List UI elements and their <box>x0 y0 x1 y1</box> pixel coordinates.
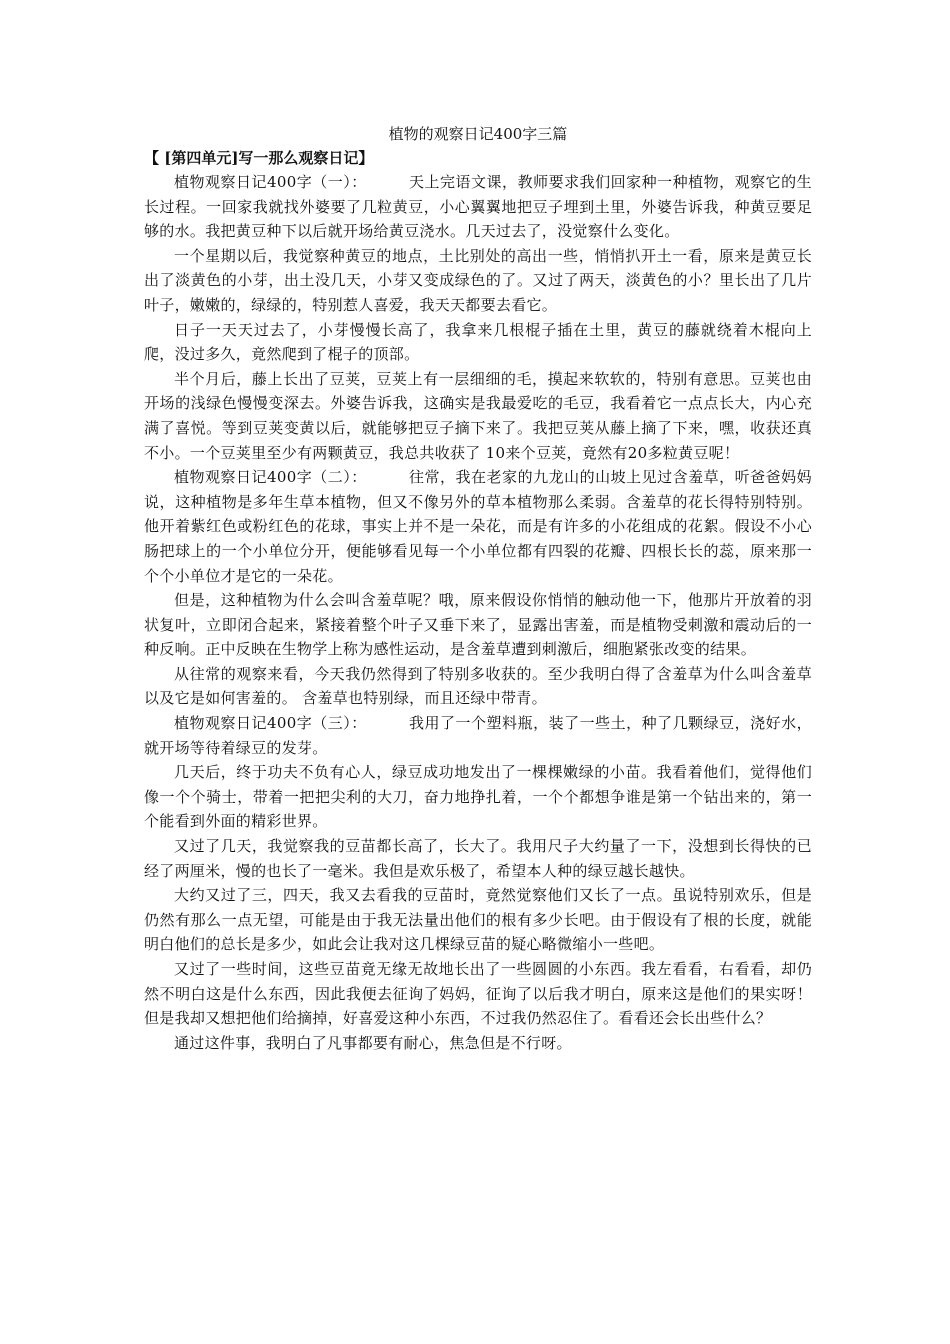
diary-lead-1: 植物观察日记400字（一）： <box>174 173 367 191</box>
paragraph-diary-3-intro <box>144 711 812 760</box>
paragraph <box>144 367 812 465</box>
paragraph <box>144 834 812 883</box>
paragraph <box>144 957 812 1031</box>
paragraph-text: 又过了几天，我觉察我的豆苗都长高了，长大了。我用尺子大约量了一下，没想到长得快的已经了两厘米，慢的也长了一毫米。我但是欢乐极了，希望本人种的绿豆越长越快。 <box>144 837 812 880</box>
document-title: 植物的观察日记400字三篇 <box>388 125 568 143</box>
paragraph <box>144 760 812 834</box>
paragraph-diary-1-intro <box>144 170 812 244</box>
paragraph-text: 天上完语文课，教师要求我们回家种一种植物，观察它的生长过程。一回家我就找外婆要了几粒黄豆，小心翼翼地把豆子埋到土里，外婆告诉我，种黄豆要足够的水。我把黄豆种下以后就开场给黄豆浇水。几天过去了，没觉察什么变化。 <box>144 173 812 241</box>
paragraph <box>144 883 812 957</box>
document-body <box>144 122 812 1055</box>
paragraph <box>144 662 812 711</box>
paragraph-text: 大约又过了三，四天，我又去看我的豆苗时，竟然觉察他们又长了一点。虽说特别欢乐，但是仍然有那么一点无望，可能是由于我无法量出他们的根有多少长吧。由于假设有了根的长度，就能明白他们的总长是多少，如此会让我对这几棵绿豆苗的疑心略微缩小一些吧。 <box>144 886 812 954</box>
paragraph-text: 往常，我在老家的九龙山的山坡上见过含羞草，听爸爸妈妈说，这种植物是多年生草本植物，但又不像另外的草本植物那么柔弱。含羞草的花长得特别特别。他开着紫红色或粉红色的花球，事实上并不是一朵花，而是有许多的小花组成的花絮。假设不小心肠把球上的一个小单位分开，便能够看见每一个小单位都有四裂的花瓣、四根长长的蕊，原来那一个个小单位才是它的一朵花。 <box>144 468 812 585</box>
unit-heading: 【 [第四单元]写一那么观察日记】 <box>144 149 374 167</box>
paragraph-text: 半个月后，藤上长出了豆荚，豆荚上有一层细细的毛，摸起来软软的，特别有意思。豆荚也由开场的浅绿色慢慢变深去。外婆告诉我，这确实是我最爱吃的毛豆，我看着它一点点长大，内心充满了喜悦。等到豆荚变黄以后，就能够把豆子摘下来了。我把豆荚从藤上摘了下来，嘿，收获还真不小。一个豆荚里至少有两颗黄豆，我总共收获了 10来个豆荚，竟然有20多粒黄豆呢！ <box>144 369 812 462</box>
paragraph-text: 几天后，终于功夫不负有心人，绿豆成功地发出了一棵棵嫩绿的小苗。我看着他们，觉得他们像一个个骑士，带着一把把尖利的大刀，奋力地挣扎着，一个个都想争谁是第一个钻出来的，第一个能看到外面的精彩世界。 <box>144 763 812 831</box>
diary-lead-2: 植物观察日记400字（二）： <box>174 468 367 487</box>
paragraph-diary-2-intro <box>144 465 812 588</box>
paragraph-text: 又过了一些时间，这些豆苗竟无缘无故地长出了一些圆圆的小东西。我左看看，右看看，却仍然不明白这是什么东西，因此我便去征询了妈妈，征询了以后我才明白，原来这是他们的果实呀！但是我却又想把他们给摘掉，好喜爱这种小东西，不过我仍然忍住了。看看还会长出些什么？ <box>144 960 812 1028</box>
paragraph-text: 但是，这种植物为什么会叫含羞草呢？哦，原来假设你悄悄的触动他一下，他那片开放着的羽状复叶，立即闭合起来，紧接着整个叶子又垂下来了，显露出害羞，而是植物受刺激和震动后的一种反响。正中反映在生物学上称为感性运动，是含羞草遭到刺激后，细胞紧张改变的结果。 <box>144 591 812 659</box>
paragraph <box>144 1031 812 1056</box>
paragraph <box>144 244 812 318</box>
diary-lead-3: 植物观察日记400字（三）： <box>174 714 367 733</box>
paragraph-text: 日子一天天过去了，小芽慢慢长高了，我拿来几根棍子插在土里，黄豆的藤就绕着木棍向上爬，没过多久，竟然爬到了棍子的顶部。 <box>144 320 812 364</box>
paragraph-text: 从往常的观察来看，今天我仍然得到了特别多收获的。至少我明白得了含羞草为什么叫含羞草以及它是如何害羞的。 含羞草也特别绿，而且还绿中带青。 <box>144 664 812 708</box>
paragraph-text: 我用了一个塑料瓶，装了一些土，种了几颗绿豆，浇好水，就开场等待着绿豆的发芽。 <box>144 714 812 757</box>
paragraph <box>144 588 812 662</box>
paragraph <box>144 318 812 367</box>
paragraph-text: 通过这件事，我明白了凡事都要有耐心，焦急但是不行呀。 <box>174 1033 572 1052</box>
paragraph-text: 一个星期以后，我觉察种黄豆的地点，土比别处的高出一些，悄悄扒开土一看，原来是黄豆长出了淡黄色的小芽，出土没几天，小芽又变成绿色的了。又过了两天，淡黄色的小？里长出了几片叶子，嫩嫩的，绿绿的，特别惹人喜爱，我天天都要去看它。 <box>144 246 812 314</box>
